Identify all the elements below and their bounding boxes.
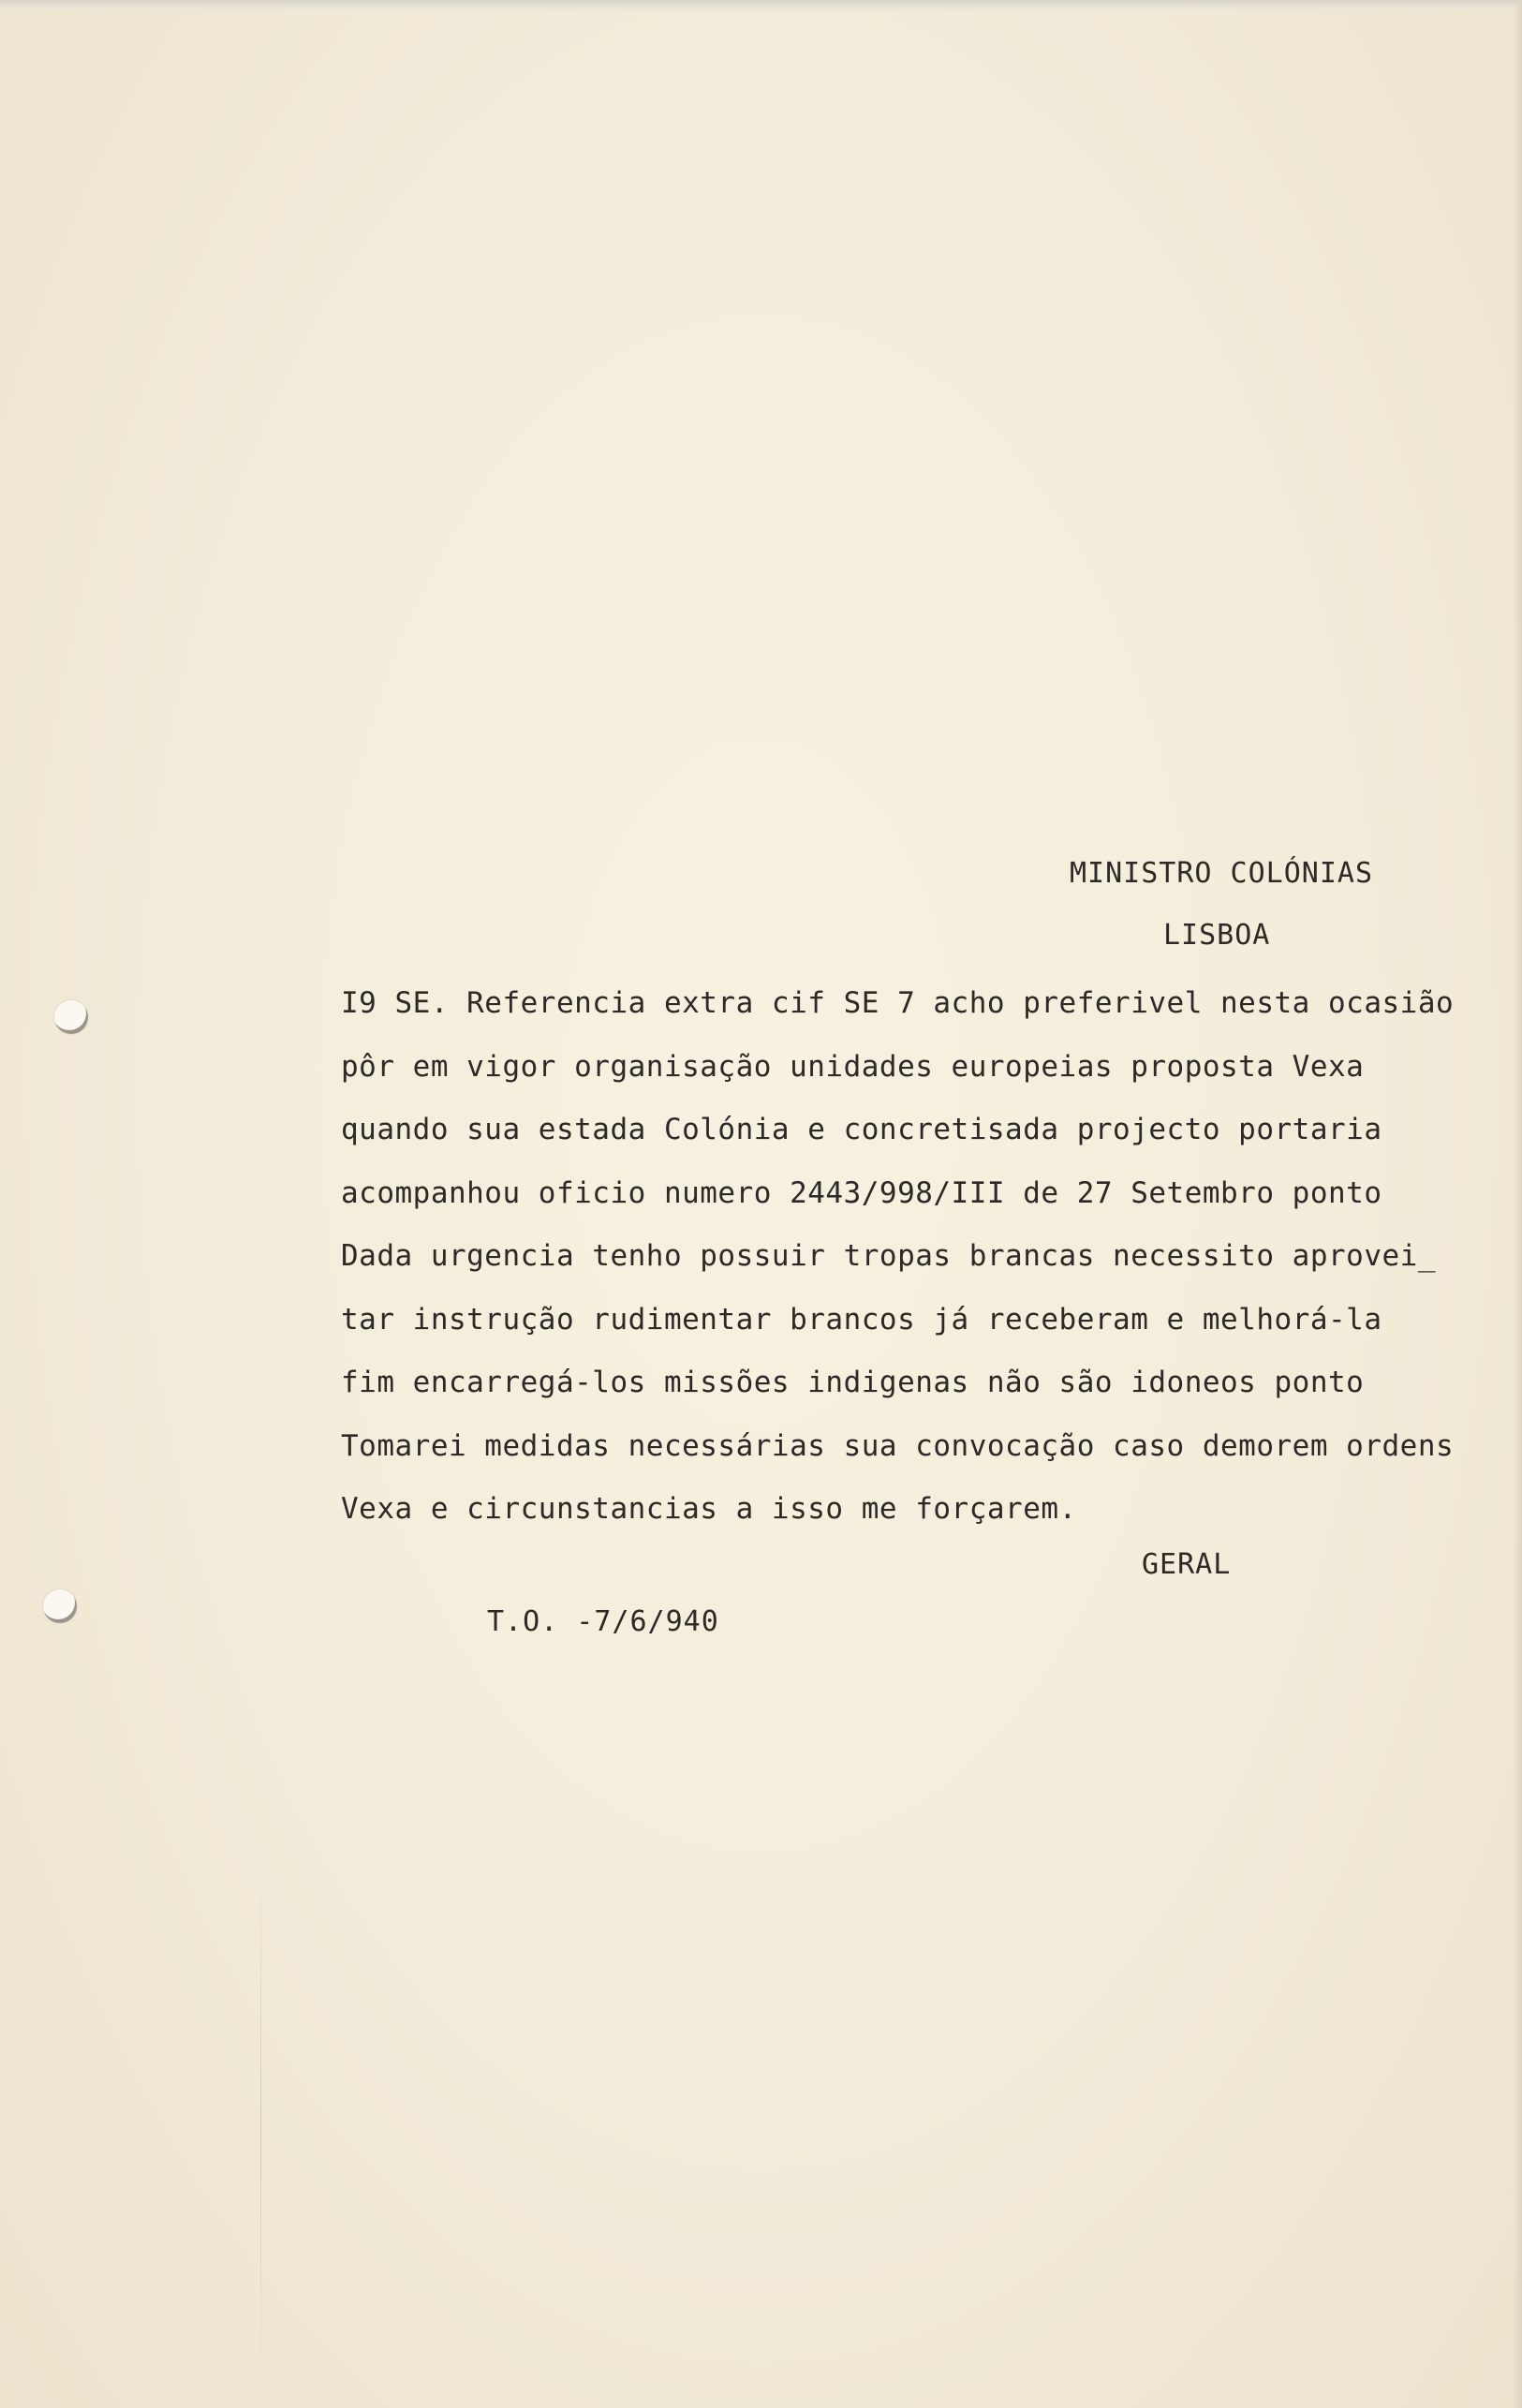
body-line: pôr em vigor organisação unidades europeias proposta Vexa	[341, 1049, 1365, 1084]
body-line: fim encarregá-los missões indigenas não são idoneos ponto	[341, 1366, 1365, 1399]
body-line: acompanhou oficio numero 2443/998/III de 27 Setembro ponto	[341, 1175, 1382, 1210]
paper-right-edge	[1513, 0, 1522, 2408]
body-line: Tomarei medidas necessárias sua convocação caso demorem ordens	[341, 1428, 1455, 1463]
telegram-body	[341, 972, 1502, 1542]
reference-number: T.O. -7/6/940	[487, 1605, 719, 1638]
punch-hole	[54, 1000, 88, 1034]
paper-top-edge	[0, 0, 1522, 13]
city-heading: LISBOA	[1163, 919, 1271, 952]
paper-fold-mark	[260, 1854, 261, 2398]
body-line: Vexa e circunstancias a isso me forçarem.	[341, 1492, 1077, 1526]
body-line: Dada urgencia tenho possuir tropas brancas necessito aprovei_	[341, 1239, 1436, 1273]
body-line: quando sua estada Colónia e concretisada projecto portaria	[341, 1113, 1382, 1146]
body-line: I9 SE. Referencia extra cif SE 7 acho preferivel nesta ocasião	[341, 986, 1455, 1020]
punch-hole	[43, 1589, 77, 1623]
recipient-heading: MINISTRO COLÓNIAS	[1070, 857, 1374, 890]
body-line: tar instrução rudimentar brancos já receberam e melhorá-la	[341, 1302, 1382, 1337]
signature: GERAL	[1142, 1548, 1232, 1581]
